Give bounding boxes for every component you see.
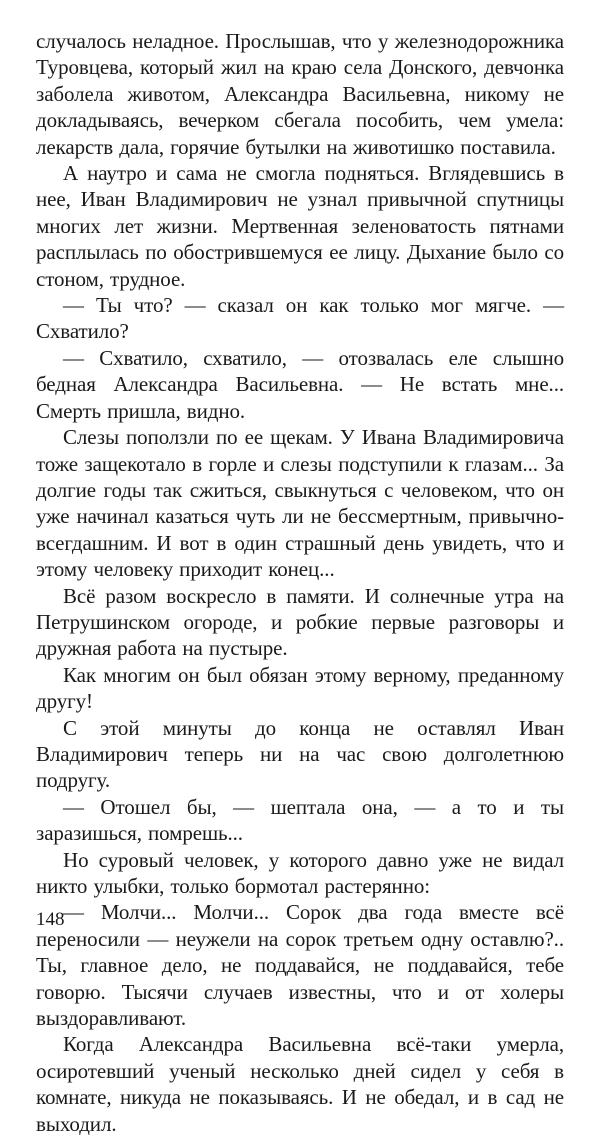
page-number: 148 bbox=[36, 909, 65, 930]
paragraph-9: — Отошел бы, — шептала она, — а то и ты заразишься, помрешь... bbox=[36, 794, 564, 846]
paragraph-7: Как многим он был обязан этому верному, преданному другу! bbox=[36, 662, 564, 714]
paragraph-10: Но суровый человек, у которого давно уже не видал никто улыбки, только бормотал растерянно: bbox=[36, 847, 564, 898]
paragraph-8: С этой минуты до конца не оставлял Иван Владимирович теперь ни на час свою долголетнюю подругу. bbox=[36, 715, 564, 793]
paragraph-3: — Ты что? — сказал он как только мог мягче. — Схватило? bbox=[36, 293, 564, 344]
paragraph-2: А наутро и сама не смогла подняться. Вглядевшись в нее, Иван Владимирович не узнал привычной спутницы многих лет жизни. Мертвенная зеленоватость пятнами расплылась по обострившемуся ее лицу. Дыхание было со стоном, трудное. bbox=[36, 161, 564, 291]
paragraph-4: — Схватило, схватило, — отозвалась еле слышно бедная Александра Васильевна. — Не встать мне... Смерть пришла, видно. bbox=[36, 345, 564, 423]
paragraph-1: случалось неладное. Прослышав, что у железнодорожника Туровцева, который жил на краю села Донского, девчонка заболела животом, Александра Васильевна, никому не докладываясь, вечерком сбегала пособить, чем умела: лекарств дала, горячие бутылки на животишко поставила. bbox=[36, 29, 564, 159]
paragraph-12: Когда Александра Васильевна всё-таки умерла, осиротевший ученый несколько дней сидел у себя в комнате, никуда не показываясь. И не обедал, и в сад не выходил. bbox=[36, 1032, 564, 1136]
paragraph-6: Всё разом воскресло в памяти. И солнечные утра на Петрушинском огороде, и робкие первые разговоры и дружная работа на пустыре. bbox=[36, 583, 564, 661]
paragraph-5: Слезы поползли по ее щекам. У Ивана Владимировича тоже защекотало в горле и слезы подступили к глазам... За долгие годы так сжиться, свыкнуться с человеком, что он уже начинал казаться чуть ли не бессмертным, привычно-всегдашним. И вот в один страшный день увидеть, что и этому человеку приходит конец... bbox=[36, 425, 564, 582]
paragraph-11: — Молчи... Молчи... Сорок два года вместе всё переносили — неужели на сорок третьем одну оставлю?.. Ты, главное дело, не поддавайся, не поддавайся, тебе говорю. Тысячи случаев известны, что и от холеры выздоравливают. bbox=[36, 900, 564, 1031]
